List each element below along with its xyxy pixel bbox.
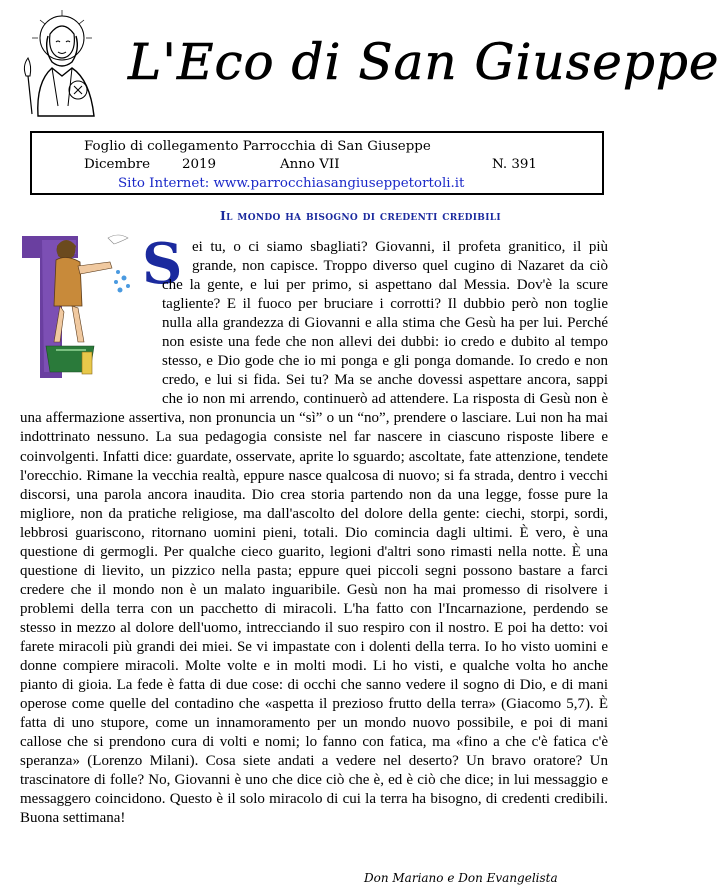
drop-cap: S <box>142 231 183 297</box>
parish-info-box <box>30 131 604 195</box>
article-headline: Il mondo ha bisogno di credenti credibili <box>220 208 501 223</box>
masthead-title: L'Eco di San Giuseppe <box>128 33 719 91</box>
illustration-float <box>20 238 162 408</box>
article-body <box>20 231 608 828</box>
website-link[interactable]: Sito Internet: www.parrocchiasangiuseppetortoli.it <box>118 176 465 191</box>
signature: Don Mariano e Don Evangelista <box>364 871 558 885</box>
issue-anno: Anno VII <box>280 157 340 172</box>
issue-year: 2019 <box>182 157 217 172</box>
issue-month: Dicembre <box>84 157 151 172</box>
issue-line <box>32 157 602 173</box>
saint-joseph-portrait-icon <box>18 6 114 118</box>
article-text: ei tu, o ci siamo sbagliati? Giovanni, il profeta granitico, il più grande, non capisce. Troppo diverso quel cugino di Nazaret da ciò che la gente, e lui per primo, si aspettano dal Messia. Dov'è la scure tagliente? E il fuoco per bruciare i corrotti? Il dubbio però non toglie nulla alla grandezza di Giovanni e alla stima che Gesù ha per lui. Perché non esiste una fede che non allevi dei dubbi: io credo e dubito al tempo stesso, e Dio gode che io mi ponga e gli ponga domande. Io credo e non credo, e lui si fida. Sei tu? Ma se anche dovessi aspettare ancora, sappi che io non mi arrendo, continuerò ad attendere. La risposta di Gesù non è una affermazione assertiva, non pronuncia un “sì” o un “no”, prendere o lasciare. Lui non ha mai indottrinato nessuno. La sua pedagogia consiste nel far nascere in ciascuno risposte libere e coinvolgenti. Infatti dice: guardate, osservate, aprite lo sguardo; ascoltate, fate attenzione, tendete l'orecchio. Rimane la vecchia realtà, eppure nasce qualcosa di nuovo; si fa strada, dentro i vecchi discorsi, una parola ancora inaudita. Dio crea storia partendo non da una legge, fosse pure la migliore, non da pratiche religiose, ma dall'ascolto del dolore della gente: ciechi, storpi, sordi, lebbrosi guariscono, ritornano uomini pieni, totali. Dio comincia dagli ultimi. È vero, è una questione di germogli. Per qualche cieco guarito, legioni d'altri sono rimasti nella notte. È una questione di lievito, un pizzico nella pasta; eppure quei piccoli segni possono bastare a farci credere che il mondo non è un malato inguaribile. Gesù non ha mai promesso di risolvere i problemi della terra con un pacchetto di miracoli. L'ha fatto con l'Incarnazione, perdendo se stesso in mezzo al dolore dell'uomo, intrecciando il suo respiro con il nostro. E poi ha detto: voi farete miracoli più grandi dei miei. Se vi impastate con i dolenti della terra. Io ho visto uomini e donne compiere miracoli. Molte volte e in molti modi. Li ho visti, e qualche volta ho anche pianto di gioia. La fede è fatta di due cose: di occhi che sanno vedere il sogno di Dio, e di mani operose come quelle del contadino che «aspetta il prezioso frutto della terra» (Giacomo 5,7). È fatta di uno stupore, come un innamoramento per un mondo nuovo possibile, e poi di mani callose che si prendono cura di volti e nomi; lo fanno con fatica, ma «fino a che c'è fatica c'è speranza» (Lorenzo Milani). Cosa siete andati a vedere nel deserto? Un bravo oratore? Un trascinatore di folle? No, Giovanni è uno che dice ciò che è, ed è ciò che dice; in lui messaggio e messaggero coincidono. Questo è il solo miracolo di cui la terra ha bisogno, di credenti credibili. Buona settimana! <box>20 239 608 827</box>
issue-number: N. 391 <box>492 157 537 172</box>
dropcap-float <box>162 238 192 276</box>
info-subtitle: Foglio di collegamento Parrocchia di San Giuseppe <box>84 139 431 154</box>
